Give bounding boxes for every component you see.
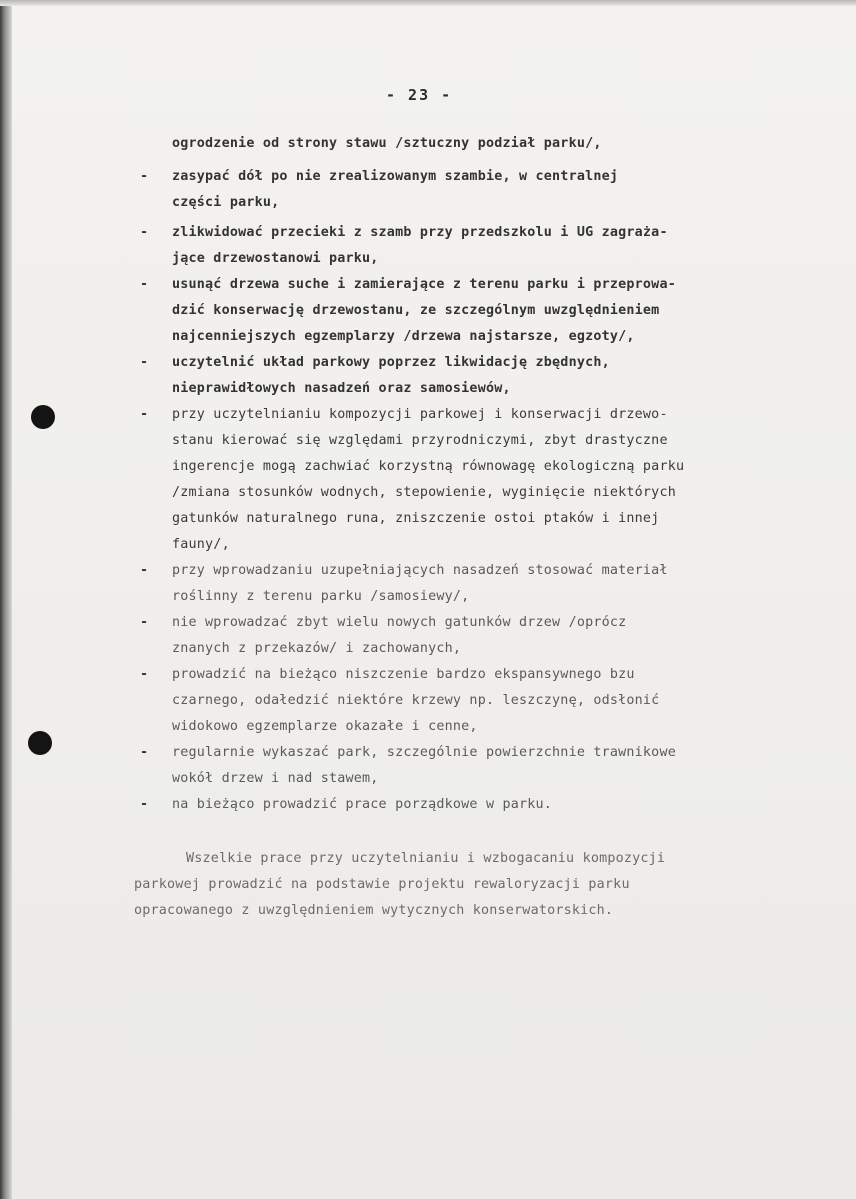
list-dash: - [140, 797, 149, 812]
text-line: na bieżąco prowadzić prace porządkowe w parku. [172, 797, 553, 812]
text-line: zlikwidować przecieki z szamb przy przedszkolu i UG zagraża- [172, 225, 668, 240]
text-line: czarnego, odałedzić niektóre krzewy np. leszczynę, odsłonić [172, 693, 660, 708]
text-line: regularnie wykaszać park, szczególnie powierzchnie trawnikowe [172, 745, 676, 760]
list-dash: - [140, 615, 149, 630]
list-dash: - [140, 169, 149, 184]
text-line: zasypać dół po nie zrealizowanym szambie, w centralnej [172, 169, 619, 184]
list-dash: - [140, 407, 149, 422]
closing-paragraph-line: Wszelkie prace przy uczytelnianiu i wzbogacaniu kompozycji [186, 851, 666, 866]
text-line: uczytelnić układ parkowy poprzez likwidację zbędnych, [172, 355, 610, 370]
text-line: dzić konserwację drzewostanu, ze szczególnym uwzględnieniem [172, 303, 660, 318]
text-line: prowadzić na bieżąco niszczenie bardzo ekspansywnego bzu [172, 667, 635, 682]
text-line: nieprawidłowych nasadzeń oraz samosiewów, [172, 381, 511, 396]
list-dash: - [140, 563, 149, 578]
punch-hole [28, 731, 52, 755]
list-dash: - [140, 355, 149, 370]
text-line: widokowo egzemplarze okazałe i cenne, [172, 719, 478, 734]
page-number: - 23 - [386, 86, 453, 104]
text-line: znanych z przekazów/ i zachowanych, [172, 641, 462, 656]
list-dash: - [140, 277, 149, 292]
text-line: ogrodzenie od strony stawu /sztuczny podział parku/, [172, 136, 602, 151]
text-line: wokół drzew i nad stawem, [172, 771, 379, 786]
text-line: roślinny z terenu parku /samosiewy/, [172, 589, 470, 604]
list-dash: - [140, 225, 149, 240]
text-line: fauny/, [172, 537, 230, 552]
text-line: nie wprowadzać zbyt wielu nowych gatunków drzew /oprócz [172, 615, 627, 630]
text-line: przy uczytelnianiu kompozycji parkowej i konserwacji drzewo- [172, 407, 668, 422]
text-line: jące drzewostanowi parku, [172, 251, 379, 266]
text-line: części parku, [172, 195, 280, 210]
closing-paragraph-line: opracowanego z uwzględnieniem wytycznych konserwatorskich. [134, 903, 614, 918]
list-dash: - [140, 667, 149, 682]
text-line: stanu kierować się względami przyrodniczymi, zbyt drastyczne [172, 433, 668, 448]
page-edge-shadow [0, 0, 12, 1199]
text-line: gatunków naturalnego runa, zniszczenie ostoi ptaków i innej [172, 511, 660, 526]
text-line: ingerencje mogą zachwiać korzystną równowagę ekologiczną parku [172, 459, 685, 474]
page-top-edge [0, 0, 856, 6]
text-line: usunąć drzewa suche i zamierające z terenu parku i przeprowa- [172, 277, 676, 292]
text-line: /zmiana stosunków wodnych, stepowienie, wyginięcie niektórych [172, 485, 676, 500]
punch-hole [31, 405, 55, 429]
text-line: najcenniejszych egzemplarzy /drzewa najstarsze, egzoty/, [172, 329, 635, 344]
list-dash: - [140, 745, 149, 760]
closing-paragraph-line: parkowej prowadzić na podstawie projektu rewaloryzacji parku [134, 877, 630, 892]
text-line: przy wprowadzaniu uzupełniających nasadzeń stosować materiał [172, 563, 668, 578]
